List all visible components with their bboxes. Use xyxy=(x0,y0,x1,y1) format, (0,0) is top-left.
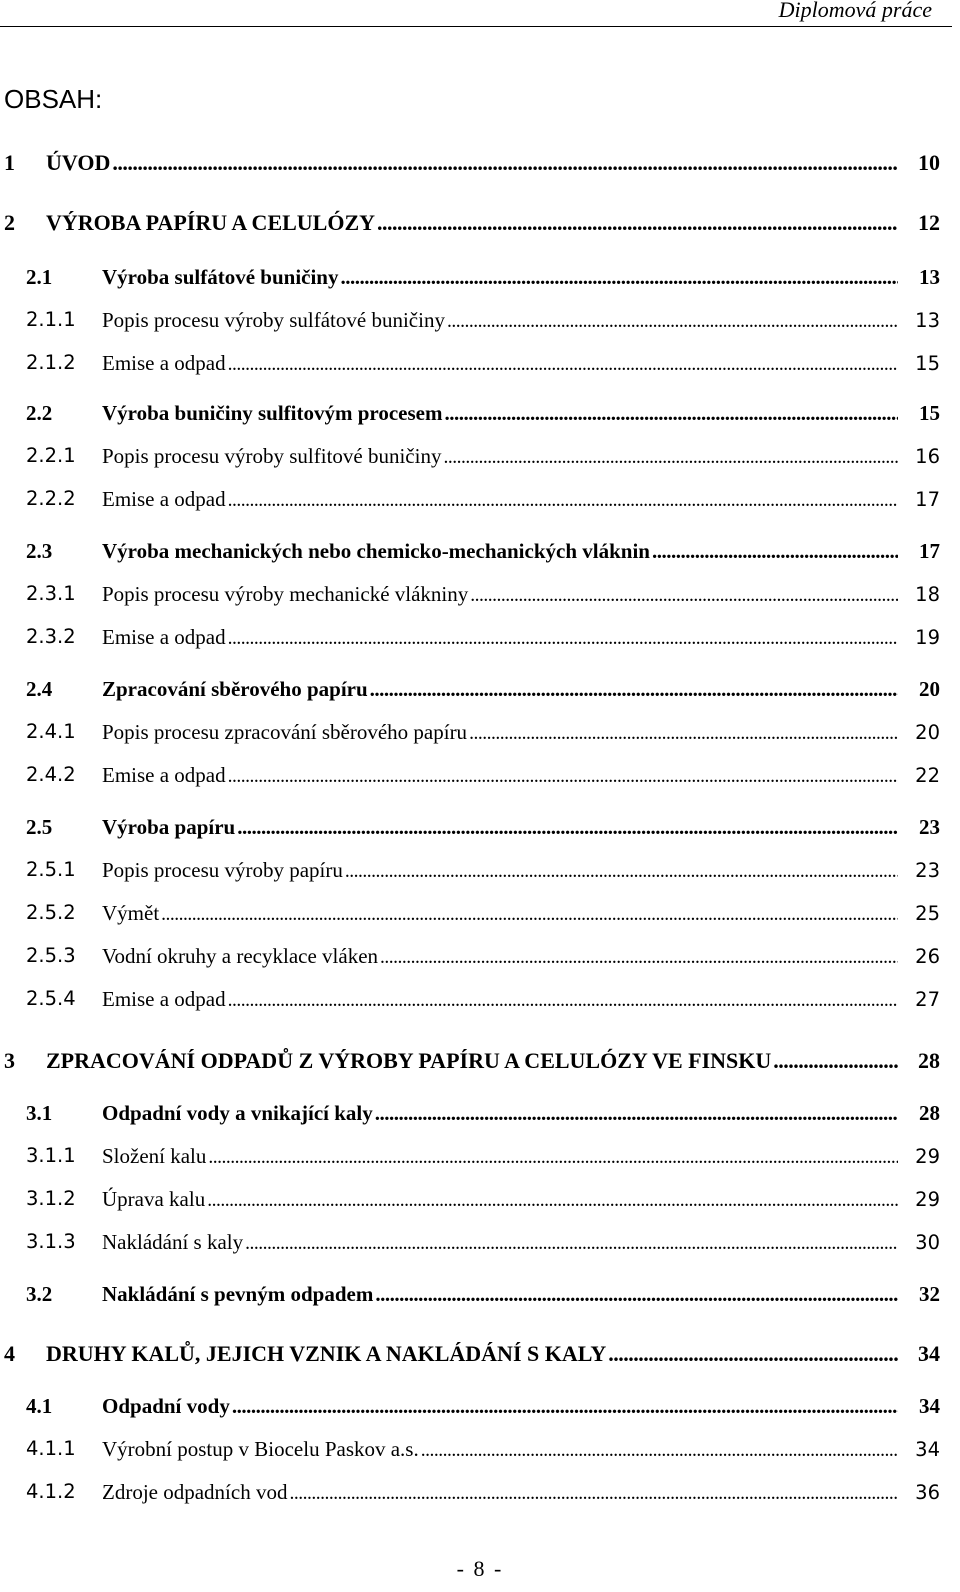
toc-entry-leader xyxy=(237,812,898,842)
toc-entry-number: 2.5.3 xyxy=(26,944,76,967)
toc-entry-leader xyxy=(375,1279,898,1309)
toc-entry-page: 15 xyxy=(915,352,940,375)
toc-entry-page: 13 xyxy=(919,265,940,289)
toc-entry-title: Popis procesu zpracování sběrového papíru xyxy=(102,720,468,744)
toc-entry-leader xyxy=(112,148,898,178)
toc-entry-number: 2.1.2 xyxy=(26,351,76,374)
toc-entry-leader xyxy=(228,624,898,654)
toc-entry-page: 28 xyxy=(919,1101,940,1125)
toc-entry-number: 1 xyxy=(4,150,15,175)
toc-entry-title: Výroba buničiny sulfitovým procesem xyxy=(102,401,443,425)
toc-entry-page: 23 xyxy=(919,815,940,839)
toc-entry-leader xyxy=(445,398,899,428)
toc-entry-page: 13 xyxy=(915,309,940,332)
toc-entry-title: Výmět xyxy=(102,901,160,925)
toc-entry[interactable] xyxy=(0,1391,960,1421)
toc-entry[interactable] xyxy=(0,484,960,514)
toc-entry-leader xyxy=(773,1046,898,1076)
toc-entry[interactable] xyxy=(0,1279,960,1309)
toc-entry-page: 22 xyxy=(915,764,940,787)
toc-entry-leader xyxy=(207,1186,898,1216)
toc-entry-leader xyxy=(447,307,898,337)
toc-heading: OBSAH: xyxy=(4,84,103,114)
toc-entry[interactable] xyxy=(0,760,960,790)
toc-entry-page: 27 xyxy=(915,988,940,1011)
toc-entry-page: 29 xyxy=(915,1145,940,1168)
toc-entry-title: Emise a odpad xyxy=(102,351,226,375)
toc-entry[interactable] xyxy=(0,1141,960,1171)
page-number: - 8 - xyxy=(456,1556,504,1581)
toc-entry-title: Výroba mechanických nebo chemicko-mechanických vláknin xyxy=(102,539,650,563)
toc-entry-page: 25 xyxy=(915,902,940,925)
toc-entry-page: 19 xyxy=(915,626,940,649)
toc-entry-title: Popis procesu výroby sulfitové buničiny xyxy=(102,444,442,468)
toc-entry-number: 3.1.1 xyxy=(26,1144,76,1167)
toc-entry[interactable] xyxy=(0,579,960,609)
toc-entry-leader xyxy=(341,262,899,292)
toc-entry-leader xyxy=(228,762,898,792)
toc-entry-leader xyxy=(289,1479,898,1509)
toc-entry-page: 17 xyxy=(919,539,940,563)
toc-entry-number: 2.4.1 xyxy=(26,720,76,743)
toc-entry-title: Vodní okruhy a recyklace vláken xyxy=(102,944,379,968)
toc-entry[interactable] xyxy=(0,674,960,704)
toc-entry[interactable] xyxy=(0,348,960,378)
toc-entry-title: Úprava kalu xyxy=(102,1187,206,1211)
toc-entry-page: 23 xyxy=(915,859,940,882)
toc-entry-leader xyxy=(443,443,898,473)
toc-entry-number: 2.5.1 xyxy=(26,858,76,881)
toc-entry[interactable] xyxy=(0,305,960,335)
toc-entry-title: Výroba sulfátové buničiny xyxy=(102,265,339,289)
toc-entry-title: Výrobní postup v Biocelu Paskov a.s. xyxy=(102,1437,419,1461)
toc-entry-page: 36 xyxy=(915,1481,940,1504)
toc-entry[interactable] xyxy=(0,717,960,747)
toc-entry-page: 16 xyxy=(915,445,940,468)
toc-entry[interactable] xyxy=(0,898,960,928)
toc-entry[interactable] xyxy=(0,1098,960,1128)
toc-entry-leader xyxy=(345,857,898,887)
toc-entry-title: Emise a odpad xyxy=(102,987,226,1011)
toc-entry[interactable] xyxy=(0,208,960,238)
toc-entry-leader xyxy=(608,1339,898,1369)
toc-entry-page: 32 xyxy=(919,1282,940,1306)
toc-entry[interactable] xyxy=(0,984,960,1014)
toc-entry-title: Emise a odpad xyxy=(102,625,226,649)
toc-entry-leader xyxy=(377,208,898,238)
toc-entry-number: 2.3.1 xyxy=(26,582,76,605)
toc-entry-page: 34 xyxy=(919,1394,940,1418)
toc-entry-title: Nakládání s pevným odpadem xyxy=(102,1282,374,1306)
toc-entry-title: Popis procesu výroby sulfátové buničiny xyxy=(102,308,445,332)
toc-entry-title: Zpracování sběrového papíru xyxy=(102,677,368,701)
running-header-title: Diplomová práce xyxy=(778,0,932,22)
toc-entry-leader xyxy=(245,1229,898,1259)
toc-entry-leader xyxy=(161,900,898,930)
toc-entry-title: Popis procesu výroby papíru xyxy=(102,858,343,882)
toc-entry-number: 3 xyxy=(4,1048,15,1073)
toc-entry-number: 2.5.2 xyxy=(26,901,76,924)
toc-entry-title: Emise a odpad xyxy=(102,763,226,787)
toc-entry-number: 2.2 xyxy=(26,401,53,425)
toc-entry-leader xyxy=(370,674,898,704)
toc-entry-number: 4 xyxy=(4,1341,15,1366)
toc-entry[interactable] xyxy=(0,441,960,471)
toc-entry[interactable] xyxy=(0,1434,960,1464)
toc-entry-number: 4.1 xyxy=(26,1394,53,1418)
toc-entry-title: Odpadní vody xyxy=(102,1394,230,1418)
toc-entry-page: 10 xyxy=(918,150,940,175)
toc-entry-title: Odpadní vody a vnikající kaly xyxy=(102,1101,373,1125)
toc-entry[interactable] xyxy=(0,1339,960,1369)
toc-entry-page: 20 xyxy=(919,677,940,701)
toc-entry-page: 26 xyxy=(915,945,940,968)
toc-entry-number: 2.1.1 xyxy=(26,308,76,331)
toc-entry-leader xyxy=(380,943,898,973)
toc-entry-page: 34 xyxy=(918,1341,940,1366)
toc-entry-number: 2.2.2 xyxy=(26,487,76,510)
toc-entry-page: 34 xyxy=(915,1438,940,1461)
toc-entry-page: 15 xyxy=(919,401,940,425)
toc-entry-number: 2.3.2 xyxy=(26,625,76,648)
toc-entry[interactable] xyxy=(0,855,960,885)
toc-entry-leader xyxy=(228,986,898,1016)
toc-entry[interactable] xyxy=(0,536,960,566)
toc-entry-page: 28 xyxy=(918,1048,940,1073)
toc-entry-leader xyxy=(208,1143,898,1173)
toc-entry-page: 18 xyxy=(915,583,940,606)
toc-entry-leader xyxy=(470,581,898,611)
toc-entry-page: 17 xyxy=(915,488,940,511)
toc-entry-title: Zdroje odpadních vod xyxy=(102,1480,288,1504)
toc-entry-title: Složení kalu xyxy=(102,1144,207,1168)
toc-entry-title: VÝROBA PAPÍRU A CELULÓZY xyxy=(46,210,376,235)
toc-entry-number: 3.1.2 xyxy=(26,1187,76,1210)
toc-entry-title: ZPRACOVÁNÍ ODPADŮ Z VÝROBY PAPÍRU A CELULÓZY VE FINSKU xyxy=(46,1048,772,1073)
toc-entry-number: 2.3 xyxy=(26,539,53,563)
toc-entry-title: DRUHY KALŮ, JEJICH VZNIK A NAKLÁDÁNÍ S KALY xyxy=(46,1341,607,1366)
toc-entry[interactable] xyxy=(0,812,960,842)
toc-entry[interactable] xyxy=(0,1184,960,1214)
toc-entry[interactable] xyxy=(0,1477,960,1507)
toc-entry-number: 2.5.4 xyxy=(26,987,76,1010)
toc-entry-leader xyxy=(375,1098,898,1128)
toc-entry-leader xyxy=(652,536,898,566)
toc-entry-title: ÚVOD xyxy=(46,150,111,175)
toc-entry-page: 12 xyxy=(918,210,940,235)
toc-entry-number: 3.1 xyxy=(26,1101,53,1125)
toc-entry-number: 2.2.1 xyxy=(26,444,76,467)
toc-entry-title: Emise a odpad xyxy=(102,487,226,511)
toc-entry-number: 2.4 xyxy=(26,677,53,701)
toc-entry-number: 3.2 xyxy=(26,1282,53,1306)
toc-entry-number: 2.1 xyxy=(26,265,53,289)
toc-entry-leader xyxy=(228,350,898,380)
toc-entry-number: 4.1.2 xyxy=(26,1480,76,1503)
toc-entry[interactable] xyxy=(0,622,960,652)
toc-entry-page: 29 xyxy=(915,1188,940,1211)
toc-entry-title: Popis procesu výroby mechanické vlákniny xyxy=(102,582,469,606)
toc-entry[interactable] xyxy=(0,398,960,428)
toc-entry-number: 4.1.1 xyxy=(26,1437,76,1460)
toc-entry-leader xyxy=(421,1436,898,1466)
toc-entry-number: 3.1.3 xyxy=(26,1230,76,1253)
toc-entry-number: 2 xyxy=(4,210,15,235)
toc-entry[interactable] xyxy=(0,148,960,178)
toc-entry[interactable] xyxy=(0,1046,960,1076)
toc-entry-page: 20 xyxy=(915,721,940,744)
toc-entry[interactable] xyxy=(0,941,960,971)
toc-entry-number: 2.4.2 xyxy=(26,763,76,786)
toc-entry-title: Nakládání s kaly xyxy=(102,1230,244,1254)
toc-entry[interactable] xyxy=(0,262,960,292)
toc-entry-number: 2.5 xyxy=(26,815,53,839)
toc-entry-leader xyxy=(228,486,898,516)
toc-entry-title: Výroba papíru xyxy=(102,815,236,839)
toc-entry-page: 30 xyxy=(915,1231,940,1254)
toc-entry-leader xyxy=(232,1391,898,1421)
toc-entry[interactable] xyxy=(0,1227,960,1257)
toc-entry-leader xyxy=(469,719,898,749)
